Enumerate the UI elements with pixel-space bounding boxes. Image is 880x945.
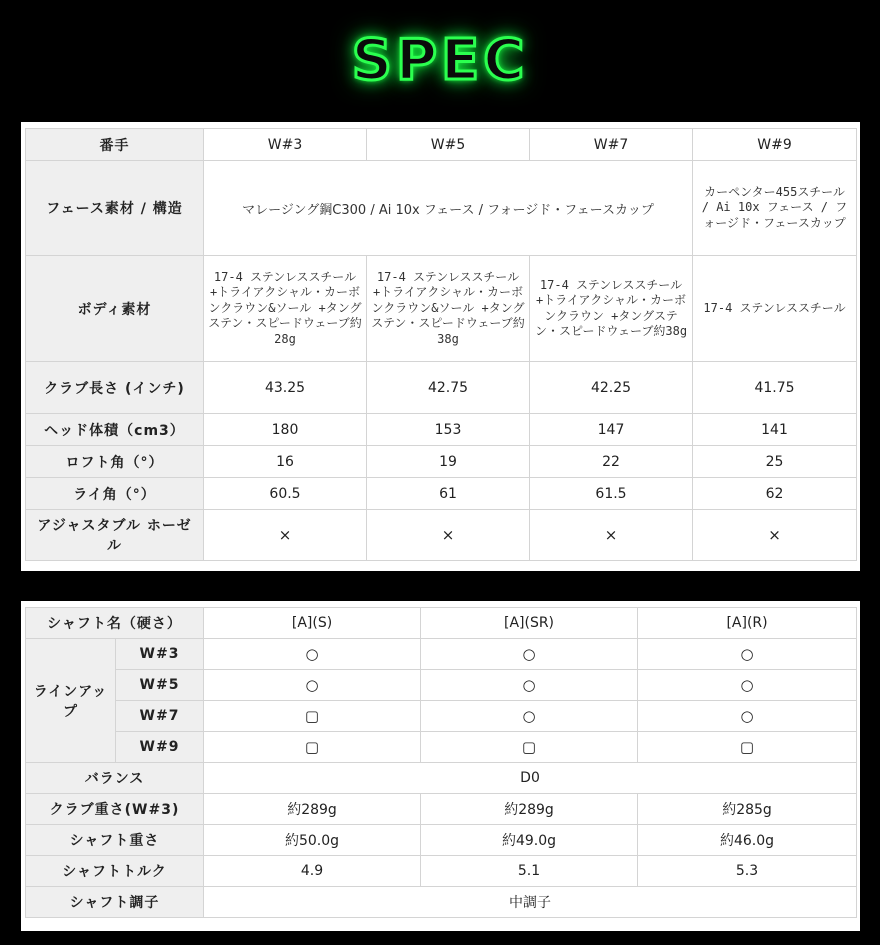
row-label-length: クラブ長さ (インチ) [26, 362, 204, 414]
table-row-header [26, 129, 857, 161]
row-label-loft: ロフト角（°） [26, 446, 204, 478]
table-row-face [26, 161, 857, 256]
availability-mark: ▢ [421, 732, 638, 763]
row-label-club-weight: クラブ重さ(W#3) [26, 794, 204, 825]
body-w5-value: 17-4 ステンレススチール +トライアクシャル・カーボンクラウン&ソール +タングステン・スピードウェーブ約38g [367, 256, 530, 362]
col-w9: W#9 [693, 129, 857, 161]
table-cell: 62 [693, 478, 857, 510]
table-cell: 42.75 [367, 362, 530, 414]
table-cell: 約289g [421, 794, 638, 825]
availability-mark: ○ [421, 670, 638, 701]
row-label-shaft-weight: シャフト重さ [26, 825, 204, 856]
lineup-club-label: W#9 [116, 732, 204, 763]
table-cell: 5.3 [638, 856, 857, 887]
lineup-club-label: W#7 [116, 701, 204, 732]
face-w9-value: カーペンター455スチール / Ai 10x フェース / フォージド・フェースカップ [693, 161, 857, 256]
availability-mark: ○ [638, 639, 857, 670]
lineup-club-label: W#3 [116, 639, 204, 670]
spec-table-head [21, 122, 860, 571]
table-cell: 141 [693, 414, 857, 446]
table-cell: 61 [367, 478, 530, 510]
col-w7: W#7 [530, 129, 693, 161]
balance-value: D0 [204, 763, 857, 794]
page-title: SPEC [351, 28, 529, 93]
table-row-header [26, 608, 857, 639]
table-row-lineup [26, 701, 857, 732]
spec-table-shaft [21, 601, 860, 931]
table-cell: 147 [530, 414, 693, 446]
availability-mark: ○ [204, 670, 421, 701]
table-row-kick-point [26, 887, 857, 918]
availability-mark: ○ [638, 670, 857, 701]
table-row-shaft-weight [26, 825, 857, 856]
table-cell: 約289g [204, 794, 421, 825]
table-row-lineup [26, 639, 857, 670]
row-label-lie: ライ角（°） [26, 478, 204, 510]
table-row-lineup [26, 732, 857, 763]
table-row-loft [26, 446, 857, 478]
body-w7-value: 17-4 ステンレススチール +トライアクシャル・カーボンクラウン +タングステン・スピードウェーブ約38g [530, 256, 693, 362]
lineup-club-label: W#5 [116, 670, 204, 701]
availability-mark: ○ [638, 701, 857, 732]
table-cell: 22 [530, 446, 693, 478]
availability-mark: ○ [421, 639, 638, 670]
availability-mark: ▢ [204, 701, 421, 732]
table-cell: 4.9 [204, 856, 421, 887]
row-label-torque: シャフトトルク [26, 856, 204, 887]
face-common-value: マレージング鋼C300 / Ai 10x フェース / フォージド・フェースカップ [204, 161, 693, 256]
table-cell: 5.1 [421, 856, 638, 887]
cross-mark: × [367, 510, 530, 561]
row-label-body: ボディ素材 [26, 256, 204, 362]
row-label-hosel: アジャスタブル ホーゼル [26, 510, 204, 561]
row-label-face: フェース素材 / 構造 [26, 161, 204, 256]
table-cell: 180 [204, 414, 367, 446]
row-label-kick-point: シャフト調子 [26, 887, 204, 918]
table-row-volume [26, 414, 857, 446]
cross-mark: × [693, 510, 857, 561]
table-row-lineup [26, 670, 857, 701]
table-row-club-weight [26, 794, 857, 825]
table-cell: 153 [367, 414, 530, 446]
table-cell: 41.75 [693, 362, 857, 414]
table-row-length [26, 362, 857, 414]
table-cell: 約46.0g [638, 825, 857, 856]
table-cell: 約49.0g [421, 825, 638, 856]
cross-mark: × [530, 510, 693, 561]
header-label-count: 番手 [26, 129, 204, 161]
kick-point-value: 中調子 [204, 887, 857, 918]
table-row-torque [26, 856, 857, 887]
body-w3-value: 17-4 ステンレススチール +トライアクシャル・カーボンクラウン&ソール +タングステン・スピードウェーブ約28g [204, 256, 367, 362]
row-label-volume: ヘッド体積（cm3） [26, 414, 204, 446]
col-w5: W#5 [367, 129, 530, 161]
table-cell: 60.5 [204, 478, 367, 510]
availability-mark: ○ [204, 639, 421, 670]
table-cell: 約285g [638, 794, 857, 825]
col-shaft-s: [A](S) [204, 608, 421, 639]
availability-mark: ▢ [204, 732, 421, 763]
header-label-shaft: シャフト名（硬さ） [26, 608, 204, 639]
table-cell: 25 [693, 446, 857, 478]
table-row-lie [26, 478, 857, 510]
table-row-hosel [26, 510, 857, 561]
body-w9-value: 17-4 ステンレススチール [693, 256, 857, 362]
table-row-balance [26, 763, 857, 794]
row-label-lineup: ラインアップ [26, 639, 116, 763]
col-shaft-r: [A](R) [638, 608, 857, 639]
availability-mark: ▢ [638, 732, 857, 763]
table-cell: 61.5 [530, 478, 693, 510]
table-cell: 43.25 [204, 362, 367, 414]
table-row-body [26, 256, 857, 362]
col-w3: W#3 [204, 129, 367, 161]
availability-mark: ○ [421, 701, 638, 732]
col-shaft-sr: [A](SR) [421, 608, 638, 639]
table-cell: 16 [204, 446, 367, 478]
table-cell: 19 [367, 446, 530, 478]
table-cell: 約50.0g [204, 825, 421, 856]
table-cell: 42.25 [530, 362, 693, 414]
cross-mark: × [204, 510, 367, 561]
row-label-balance: バランス [26, 763, 204, 794]
